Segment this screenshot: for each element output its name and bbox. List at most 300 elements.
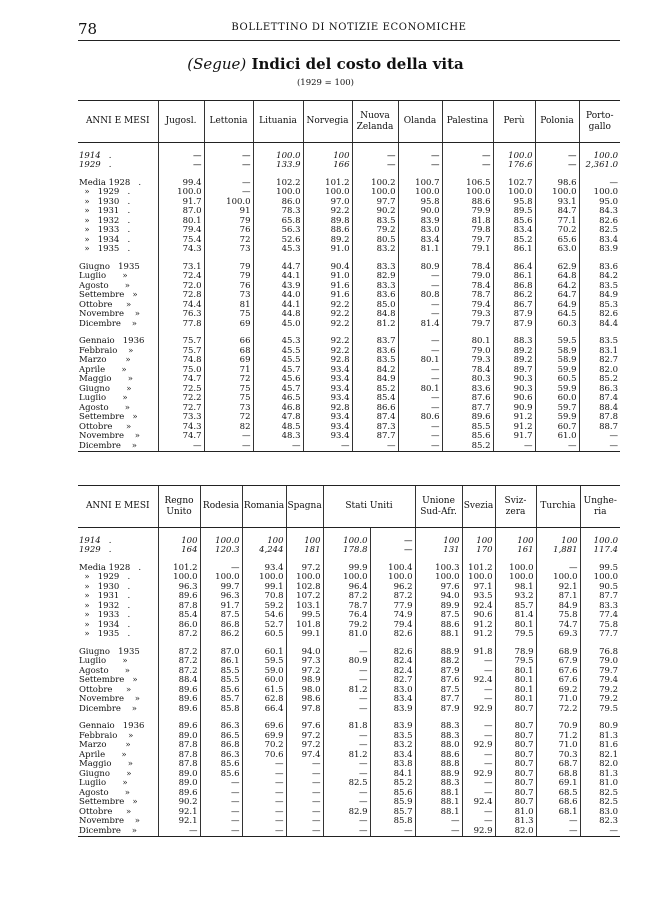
row-label: 1914 . <box>79 151 112 161</box>
index-value: — <box>323 666 370 676</box>
table-row <box>78 403 620 413</box>
index-value: 81.3 <box>495 817 536 827</box>
index-value: 80.7 <box>495 731 536 741</box>
table-row <box>78 245 620 255</box>
index-value: 92.2 <box>303 337 352 347</box>
row-label: » 1931 . <box>79 591 131 601</box>
index-value: 76 <box>204 226 253 236</box>
index-value: — <box>286 788 323 798</box>
table-row <box>78 798 620 808</box>
index-value: 88.1 <box>415 630 462 640</box>
index-value: 92.9 <box>462 704 495 714</box>
index-value: 75 <box>204 310 253 320</box>
index-value: 45.3 <box>253 337 303 347</box>
index-value: 89.6 <box>442 413 493 423</box>
index-value: 89.0 <box>158 731 200 741</box>
index-value: — <box>398 272 442 282</box>
index-value: 84.2 <box>579 272 620 282</box>
index-value: — <box>204 432 253 442</box>
index-value: 92.2 <box>303 319 352 329</box>
spacer-cell <box>535 143 579 152</box>
table-row <box>78 235 620 245</box>
index-value: 93.4 <box>303 384 352 394</box>
index-value: 45.6 <box>253 375 303 385</box>
index-value: 89.8 <box>303 216 352 226</box>
index-value: 44.1 <box>253 272 303 282</box>
index-value: 69.6 <box>242 722 286 732</box>
index-value: 131 <box>415 546 462 556</box>
index-value: 52.6 <box>253 235 303 245</box>
index-value: — <box>398 337 442 347</box>
index-value: 94.0 <box>415 592 462 602</box>
index-value: 96.3 <box>158 582 200 592</box>
index-value: 87.0 <box>158 207 204 217</box>
index-value: 83.5 <box>352 216 398 226</box>
title-segue: (Segue) <box>187 55 247 73</box>
index-value: 93.4 <box>303 394 352 404</box>
spacer-cell <box>398 170 442 178</box>
index-value: 87.4 <box>352 413 398 423</box>
spacer-cell <box>415 555 462 563</box>
index-value: 77.7 <box>580 630 620 640</box>
index-value: 78.4 <box>442 365 493 375</box>
index-value: 82.0 <box>495 826 536 836</box>
spacer-row <box>78 639 620 647</box>
index-value: 95.8 <box>398 197 442 207</box>
index-value: 4,244 <box>242 546 286 556</box>
index-value: 83.7 <box>352 337 398 347</box>
index-value: 60.7 <box>535 422 579 432</box>
index-value: 71.0 <box>536 741 580 751</box>
index-value: 97.2 <box>286 666 323 676</box>
index-value: 79.2 <box>580 695 620 705</box>
index-value: 87.7 <box>442 403 493 413</box>
index-value: 79.8 <box>442 226 493 236</box>
index-value: — <box>370 826 415 836</box>
table-row <box>78 375 620 385</box>
index-value: 48.5 <box>253 422 303 432</box>
index-value: 82.6 <box>579 310 620 320</box>
row-label: Luglio » <box>79 393 128 403</box>
index-value: 100.0 <box>204 197 253 207</box>
index-value: 89.6 <box>158 722 200 732</box>
index-value: 92.1 <box>158 817 200 827</box>
index-value: 164 <box>158 546 200 556</box>
row-label: 1929 . <box>79 545 112 555</box>
index-value: 92.1 <box>158 807 200 817</box>
index-value: — <box>204 161 253 171</box>
index-value: 87.8 <box>158 601 200 611</box>
index-value: 85.2 <box>579 375 620 385</box>
table-row <box>78 807 620 817</box>
index-value: 97.2 <box>286 731 323 741</box>
index-value: 64.2 <box>535 281 579 291</box>
spacer-cell <box>242 639 286 647</box>
index-value: 88.1 <box>415 798 462 808</box>
index-value: — <box>200 788 242 798</box>
index-value: 80.7 <box>495 769 536 779</box>
index-value: 88.3 <box>415 731 462 741</box>
spacer-cell <box>580 714 620 722</box>
index-value: 100.0 <box>303 188 352 198</box>
index-value: 81.4 <box>495 611 536 621</box>
index-value: 88.4 <box>158 676 200 686</box>
column-header: Lituania <box>253 101 303 143</box>
index-value: 93.4 <box>242 563 286 573</box>
index-value: 100.0 <box>253 151 303 161</box>
spacer-cell <box>493 329 535 337</box>
spacer-cell <box>495 555 536 563</box>
index-value: 88.6 <box>415 750 462 760</box>
index-value: 81.0 <box>580 779 620 789</box>
spacer-cell <box>78 170 158 178</box>
row-label: » 1930 . <box>79 582 131 592</box>
index-value: 80.1 <box>495 620 536 630</box>
index-value: 69.1 <box>536 779 580 789</box>
table-row <box>78 731 620 741</box>
index-value: — <box>579 441 620 451</box>
index-value: 80.1 <box>158 216 204 226</box>
index-value: 81.0 <box>323 630 370 640</box>
index-value: 83.5 <box>579 337 620 347</box>
index-value: 86.1 <box>493 245 535 255</box>
table-row <box>78 760 620 770</box>
index-value: 58.9 <box>535 346 579 356</box>
index-value: 95.8 <box>493 197 535 207</box>
table-row <box>78 546 620 556</box>
spacer-cell <box>323 714 370 722</box>
index-value: — <box>323 817 370 827</box>
column-header: Porto-gallo <box>579 101 620 143</box>
index-value: 76.4 <box>323 611 370 621</box>
table-row <box>78 422 620 432</box>
index-value: — <box>462 695 495 705</box>
index-value: 78.7 <box>323 601 370 611</box>
index-value: — <box>323 741 370 751</box>
index-value: 84.9 <box>579 291 620 301</box>
index-value: 86.8 <box>493 281 535 291</box>
index-value: 76.8 <box>580 647 620 657</box>
index-value: 83.6 <box>442 384 493 394</box>
index-value: 79.2 <box>352 226 398 236</box>
index-value: 68.1 <box>536 807 580 817</box>
index-value: 79 <box>204 272 253 282</box>
index-value: 79.5 <box>495 630 536 640</box>
index-value: 92.9 <box>462 769 495 779</box>
row-label: » 1933 . <box>79 610 131 620</box>
index-value: 101.2 <box>462 563 495 573</box>
index-value: 90.2 <box>158 798 200 808</box>
index-value: 80.1 <box>495 676 536 686</box>
table-row <box>78 432 620 442</box>
index-value: 1,881 <box>536 546 580 556</box>
index-value: 100.0 <box>200 573 242 583</box>
index-value: 45.7 <box>253 365 303 375</box>
index-value: 83.9 <box>579 245 620 255</box>
index-value: 91.2 <box>462 620 495 630</box>
index-value: 84.8 <box>352 310 398 320</box>
row-label: Dicembre » <box>79 704 137 714</box>
spacer-cell <box>323 555 370 563</box>
row-label: » 1931 . <box>79 206 131 216</box>
index-value: 83.0 <box>398 226 442 236</box>
table-row <box>78 826 620 836</box>
index-value: 80.7 <box>495 788 536 798</box>
index-value: 60.5 <box>242 630 286 640</box>
index-value: — <box>242 817 286 827</box>
index-value: 80.1 <box>442 337 493 347</box>
spacer-row <box>78 555 620 563</box>
index-value: — <box>286 779 323 789</box>
index-value: 89.6 <box>158 704 200 714</box>
index-value: — <box>535 161 579 171</box>
index-value: 75.4 <box>158 235 204 245</box>
index-value: 83.1 <box>579 346 620 356</box>
index-value: 75 <box>204 394 253 404</box>
index-value: 100 <box>242 536 286 546</box>
page-title <box>0 55 651 73</box>
index-value: 81.1 <box>398 245 442 255</box>
spacer-cell <box>493 143 535 152</box>
row-label: Maggio » <box>79 374 133 384</box>
index-value: 88.6 <box>415 620 462 630</box>
index-value: 79.2 <box>580 685 620 695</box>
index-value: 69.9 <box>242 731 286 741</box>
index-value: 87.8 <box>158 741 200 751</box>
index-value: 86.1 <box>493 272 535 282</box>
index-value: 87.2 <box>323 592 370 602</box>
spacer-cell <box>323 528 370 537</box>
index-value: 100.0 <box>580 573 620 583</box>
index-value: 84.3 <box>579 207 620 217</box>
index-value: 82.7 <box>579 356 620 366</box>
index-value: 85.0 <box>352 300 398 310</box>
index-value: — <box>200 779 242 789</box>
index-value: 100.7 <box>398 178 442 188</box>
index-value: 100 <box>303 151 352 161</box>
spacer-row <box>78 143 620 152</box>
index-value: 72 <box>204 235 253 245</box>
index-value: 87.7 <box>415 695 462 705</box>
index-value: 100.0 <box>493 151 535 161</box>
index-value: 83.6 <box>352 346 398 356</box>
index-value: 62.9 <box>535 262 579 272</box>
index-value: 89.6 <box>158 788 200 798</box>
index-value: 98.6 <box>286 695 323 705</box>
index-value: — <box>204 178 253 188</box>
spacer-cell <box>442 170 493 178</box>
index-value: 100.0 <box>415 573 462 583</box>
index-value: 64.9 <box>535 300 579 310</box>
index-value: 68.9 <box>536 647 580 657</box>
index-value: 79.3 <box>442 310 493 320</box>
index-value: 100.0 <box>580 536 620 546</box>
row-label: 1914 . <box>79 536 112 546</box>
index-value: 86.1 <box>200 657 242 667</box>
table-header-row <box>78 486 620 528</box>
spacer-cell <box>242 555 286 563</box>
spacer-cell <box>253 329 303 337</box>
row-label: Aprile » <box>79 750 127 760</box>
index-value: 100.0 <box>536 573 580 583</box>
index-value: 181 <box>286 546 323 556</box>
spacer-cell <box>323 639 370 647</box>
index-value: 97.3 <box>286 657 323 667</box>
spacer-cell <box>370 555 415 563</box>
spacer-cell <box>495 639 536 647</box>
index-value: 95.0 <box>579 197 620 207</box>
index-value: 72.4 <box>158 272 204 282</box>
index-value: 80.7 <box>495 779 536 789</box>
index-value: 91.6 <box>303 291 352 301</box>
index-value: 82.0 <box>580 760 620 770</box>
row-label: Agosto » <box>79 666 131 676</box>
index-value: 70.2 <box>535 226 579 236</box>
index-value: 161 <box>495 546 536 556</box>
spacer-cell <box>462 528 495 537</box>
index-value: 80.7 <box>495 722 536 732</box>
index-value: — <box>462 760 495 770</box>
index-value: 59.9 <box>535 365 579 375</box>
index-value: 86.3 <box>579 384 620 394</box>
index-value: 100.0 <box>442 188 493 198</box>
index-value: 133.9 <box>253 161 303 171</box>
index-value: 91.0 <box>303 272 352 282</box>
index-value: 75.7 <box>158 337 204 347</box>
index-value: — <box>535 441 579 451</box>
table-row <box>78 394 620 404</box>
index-value: 87.6 <box>415 676 462 686</box>
index-value: 82.9 <box>352 272 398 282</box>
index-value: 89.6 <box>158 695 200 705</box>
index-value: 91.7 <box>493 432 535 442</box>
spacer-cell <box>200 639 242 647</box>
index-value: — <box>158 151 204 161</box>
index-value: 69.3 <box>536 630 580 640</box>
index-value: 100.0 <box>253 188 303 198</box>
index-value: 88.7 <box>579 422 620 432</box>
table-row <box>78 750 620 760</box>
index-value: 83.5 <box>352 356 398 366</box>
row-label: Dicembre » <box>78 441 158 451</box>
column-header: ANNI E MESI <box>78 486 158 528</box>
index-value: 83.5 <box>579 281 620 291</box>
table-row <box>78 582 620 592</box>
index-value: — <box>242 769 286 779</box>
spacer-cell <box>442 329 493 337</box>
index-value: 102.8 <box>286 582 323 592</box>
row-label: Dicembre » <box>78 826 158 836</box>
index-value: 83.3 <box>580 601 620 611</box>
index-value: 91.8 <box>462 647 495 657</box>
index-value: 82.6 <box>370 630 415 640</box>
index-value: 44.7 <box>253 262 303 272</box>
table-row <box>78 769 620 779</box>
index-value: — <box>204 441 253 451</box>
index-value: 90.6 <box>493 394 535 404</box>
index-value: 88.4 <box>579 403 620 413</box>
index-value: 90.6 <box>462 611 495 621</box>
index-value: 99.4 <box>158 178 204 188</box>
index-value: — <box>370 546 415 556</box>
index-value: 85.5 <box>200 666 242 676</box>
index-value: 86.3 <box>200 722 242 732</box>
index-value: — <box>442 161 493 171</box>
spacer-row <box>78 714 620 722</box>
index-value: 100 <box>286 536 323 546</box>
index-value: 80.1 <box>495 695 536 705</box>
index-value: 83.0 <box>370 685 415 695</box>
index-value: 59.2 <box>242 601 286 611</box>
page-number: 78 <box>78 20 98 38</box>
index-value: — <box>158 826 200 836</box>
index-value: 88.6 <box>442 197 493 207</box>
index-value: 72.2 <box>158 394 204 404</box>
spacer-cell <box>536 555 580 563</box>
index-value: 88.2 <box>415 657 462 667</box>
index-value: 44.0 <box>253 291 303 301</box>
spacer-cell <box>495 714 536 722</box>
index-value: 85.6 <box>200 685 242 695</box>
index-value: 90.2 <box>352 207 398 217</box>
index-value: 80.9 <box>580 722 620 732</box>
table-row <box>78 573 620 583</box>
table-row <box>78 337 620 347</box>
index-value: 100.0 <box>370 573 415 583</box>
index-value: 85.2 <box>352 384 398 394</box>
index-value: 92.4 <box>462 798 495 808</box>
index-value: 98.0 <box>286 685 323 695</box>
row-label: Settembre » <box>79 675 138 685</box>
index-value: 100 <box>415 536 462 546</box>
index-value: 84.9 <box>352 375 398 385</box>
index-value: 90.4 <box>303 262 352 272</box>
index-value: 82.7 <box>370 676 415 686</box>
index-value: 83.9 <box>370 704 415 714</box>
index-value: 59.9 <box>535 413 579 423</box>
index-value: 62.8 <box>242 695 286 705</box>
table-row <box>78 601 620 611</box>
index-value: — <box>323 760 370 770</box>
index-value: 74.9 <box>370 611 415 621</box>
index-value: 100 <box>536 536 580 546</box>
index-value: 82.4 <box>370 666 415 676</box>
index-value: — <box>398 375 442 385</box>
spacer-cell <box>158 528 200 537</box>
spacer-cell <box>253 254 303 262</box>
index-value: 79.2 <box>323 620 370 630</box>
index-value: 75.0 <box>158 365 204 375</box>
column-header: Polonia <box>535 101 579 143</box>
title-base: (1929 = 100) <box>296 78 354 88</box>
index-value: 60.5 <box>535 375 579 385</box>
column-header: Svezia <box>462 486 495 528</box>
column-header: Sviz-zera <box>495 486 536 528</box>
index-value: 79.4 <box>158 226 204 236</box>
index-value: 83.9 <box>398 216 442 226</box>
index-value: 72.7 <box>158 403 204 413</box>
row-label: » 1934 . <box>79 620 131 630</box>
index-value: 103.1 <box>286 601 323 611</box>
spacer-cell <box>579 143 620 152</box>
index-value: 69.2 <box>536 685 580 695</box>
spacer-cell <box>415 639 462 647</box>
row-label: Dicembre » <box>79 319 137 329</box>
spacer-cell <box>370 639 415 647</box>
index-value: 85.8 <box>370 817 415 827</box>
row-label: » 1933 . <box>79 225 131 235</box>
spacer-cell <box>242 714 286 722</box>
